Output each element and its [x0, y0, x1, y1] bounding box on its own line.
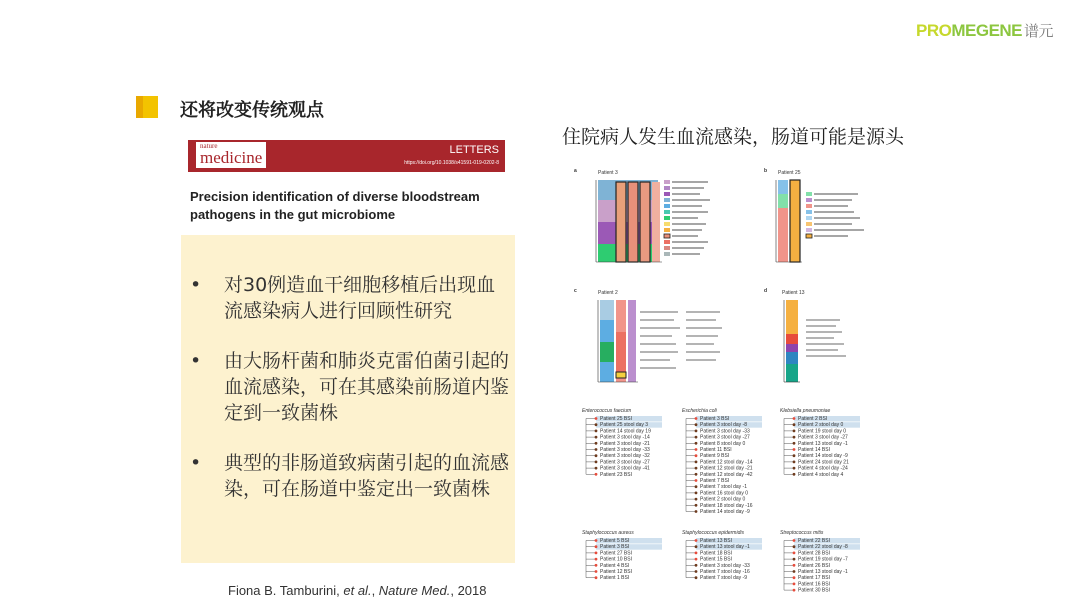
legend-swatch [664, 222, 670, 226]
tree-leaf-label: Patient 12 stool day -42 [700, 471, 753, 478]
legend-swatch [806, 204, 812, 208]
bullet-dot: • [190, 274, 202, 296]
tree-leaf-label: Patient 11 BSI [700, 447, 732, 453]
tree-leaf-label: Patient 16 stool day 0 [700, 490, 749, 497]
tree-leaf-node [595, 467, 598, 470]
tree-leaf-node [793, 552, 796, 555]
legend-swatch [806, 228, 812, 232]
tree-leaf-label: Patient 18 stool day -16 [700, 502, 753, 509]
legend-swatch [664, 240, 670, 244]
stack-segment [778, 180, 788, 194]
tree-leaf-label: Patient 3 stool day -33 [600, 447, 650, 453]
tree-leaf-label: Patient 2 BSI [798, 416, 828, 422]
stack-segment [600, 342, 614, 362]
tree-leaf-label: Patient 3 stool day -33 [700, 428, 750, 435]
legend-swatch [664, 228, 670, 232]
bullet-item: • 由大肠杆菌和肺炎克雷伯菌引起的血流感染，可在其感染前肠道内鉴定到一致菌株 [190, 350, 510, 424]
tree-leaf-node [793, 589, 796, 592]
tree-leaf-label: Patient 25 BSI [600, 416, 632, 422]
panel-a-bars [596, 180, 662, 262]
panel-letter-b: b [764, 168, 768, 174]
tree-leaf-node [695, 564, 698, 567]
tree-leaf-label: Patient 23 BSI [600, 471, 632, 478]
tree-leaf-label: Patient 22 stool day -8 [798, 544, 848, 551]
tree-leaf-label: Patient 13 stool day -1 [798, 569, 848, 575]
tree-leaf-node [595, 448, 598, 451]
bullet-item: • 对30例造血干细胞移植后出现血流感染病人进行回顾性研究 [190, 274, 496, 322]
tree-leaf-node [695, 436, 698, 439]
legend-swatch [806, 216, 812, 220]
legend-swatch [806, 210, 812, 214]
stack-segment [786, 352, 798, 364]
tree-leaf-node [595, 417, 598, 420]
tree-leaf-node [695, 454, 698, 457]
tree-leaf-label: Patient 2 stool day 0 [700, 496, 746, 503]
stack-segment [616, 332, 626, 372]
stack-segment [600, 300, 614, 320]
tree-leaf-label: Patient 13 stool day -1 [700, 544, 750, 551]
tree-leaf-label: Patient 3 stool day -32 [600, 453, 650, 460]
tree-leaf-label: Patient 3 stool day -8 [700, 422, 747, 429]
bullet-item: • 典型的非肠道致病菌引起的血流感染，可在肠道中鉴定出一致菌株 [190, 452, 510, 500]
bullet-dot: • [190, 452, 202, 474]
tree-leaf-label: Patient 4 BSI [600, 562, 630, 569]
tree-leaf-label: Patient 22 BSI [798, 538, 830, 544]
highlighted-bar [616, 372, 626, 378]
tree-leaf-label: Patient 14 stool day -9 [798, 453, 848, 460]
tree-leaf-label: Patient 12 stool day -21 [700, 465, 753, 472]
legend-swatch [806, 198, 812, 202]
tree-leaf-label: Patient 18 BSI [700, 550, 732, 557]
tree-leaf-label: Patient 24 stool day 21 [798, 459, 849, 466]
legend-swatch [664, 210, 670, 214]
tree-leaf-label: Patient 26 BSI [798, 562, 830, 569]
tree-leaf-label: Patient 19 stool day 0 [798, 428, 847, 435]
tree-leaf-label: Patient 8 stool day 0 [700, 440, 746, 447]
stack-segment [786, 334, 798, 344]
tree-leaf-label: Patient 12 BSI [600, 569, 632, 575]
stack-segment [778, 194, 788, 208]
tree-leaf-node [793, 430, 796, 433]
tree-leaf-node [793, 461, 796, 464]
tree-leaf-label: Patient 1 BSI [600, 575, 630, 582]
tree-leaf-node [695, 498, 698, 501]
tree-leaf-label: Patient 7 stool day -9 [700, 575, 747, 582]
tree-leaf-label: Patient 3 stool day -27 [798, 434, 848, 441]
tree-leaf-node [793, 423, 796, 426]
highlighted-bar [628, 182, 638, 262]
tree-leaf-node [695, 485, 698, 488]
tree-leaf-node [695, 467, 698, 470]
tree-leaf-node [793, 442, 796, 445]
journal-doi: https://doi.org/10.1038/s41591-019-0202-8 [404, 160, 499, 166]
tree-leaf-node [695, 558, 698, 561]
panel-a-title: Patient 3 [598, 170, 618, 176]
panel-letter-c: c [574, 288, 577, 294]
highlighted-bar [640, 182, 650, 262]
bullet-dot: • [190, 350, 202, 372]
tree-leaf-label: Patient 3 stool day -14 [600, 434, 650, 441]
tree-leaf-label: Patient 7 stool day -1 [700, 484, 747, 491]
tree-leaf-node [793, 448, 796, 451]
tree-leaf-node [793, 454, 796, 457]
legend-swatch [806, 222, 812, 226]
tree-leaf-node [695, 423, 698, 426]
tree-leaf-label: Patient 25 stool day 3 [600, 422, 649, 429]
tree-leaf-label: Patient 2 stool day 0 [798, 422, 844, 429]
tree-leaf-node [793, 576, 796, 579]
legend-swatch [664, 180, 670, 184]
tree-leaf-label: Patient 14 stool day 19 [600, 428, 651, 435]
tree-leaf-node [695, 576, 698, 579]
tree-leaf-node [793, 417, 796, 420]
tree-leaf-node [595, 461, 598, 464]
tree-title: Staphylococcus epidermidis [682, 530, 744, 536]
tree-leaf-label: Patient 28 BSI [798, 550, 830, 557]
tree-leaf-label: Patient 5 BSI [600, 538, 630, 544]
panel-d-title: Patient 13 [782, 290, 805, 296]
tree-leaf-node [793, 564, 796, 567]
legend-swatch [664, 216, 670, 220]
highlighted-bar [616, 182, 626, 262]
citation: Fiona B. Tamburini, et al., Nature Med., 2018 [228, 583, 487, 598]
tree-leaf-label: Patient 30 BSI [798, 587, 830, 594]
tree-leaf-node [793, 436, 796, 439]
tree-leaf-node [595, 570, 598, 573]
tree-title: Staphylococcus aureus [582, 530, 634, 536]
tree-leaf-label: Patient 15 BSI [700, 556, 732, 563]
legend-swatch [664, 186, 670, 190]
tree-leaf-node [695, 448, 698, 451]
journal-logo: nature medicine [196, 142, 266, 168]
legend-swatch [664, 252, 670, 256]
tree-leaf-node [595, 430, 598, 433]
panel-d-bars [784, 300, 846, 382]
tree-leaf-node [695, 552, 698, 555]
legend-swatch [664, 204, 670, 208]
tree-leaf-label: Patient 9 BSI [700, 453, 730, 460]
tree-leaf-node [595, 454, 598, 457]
tree-leaf-node [595, 473, 598, 476]
tree-title: Escherichia coli [682, 408, 717, 414]
tree-leaf-label: Patient 14 BSI [798, 447, 830, 453]
tree-leaf-label: Patient 3 BSI [700, 416, 730, 422]
legend-swatch [664, 246, 670, 250]
tree-leaf-label: Patient 3 stool day -27 [600, 459, 650, 466]
panel-b-bars [776, 180, 864, 262]
tree-leaf-label: Patient 7 stool day -16 [700, 569, 750, 575]
tree-leaf-label: Patient 3 stool day -21 [600, 440, 650, 447]
tree-leaf-node [595, 423, 598, 426]
tree-leaf-node [695, 510, 698, 513]
panel-letter-d: d [764, 288, 768, 294]
tree-leaf-node [695, 504, 698, 507]
tree-leaf-label: Patient 19 stool day -7 [798, 556, 848, 563]
paper-figure [568, 162, 873, 602]
tree-leaf-node [595, 576, 598, 579]
panel-a-legend [664, 180, 710, 256]
tree-leaf-label: Patient 27 BSI [600, 550, 632, 557]
slide-title: 还将改变传统观点 [180, 100, 324, 121]
tree-leaf-node [695, 442, 698, 445]
paper-title: Precision identification of diverse bloodstream pathogens in the gut microbiome [190, 189, 480, 222]
figure-subtitle: 住院病人发生血流感染，肠道可能是源头 [562, 126, 905, 148]
legend-swatch [664, 234, 670, 238]
tree-leaf-node [793, 558, 796, 561]
tree-title: Klebsiella pneumoniae [780, 408, 831, 414]
tree-leaf-node [595, 539, 598, 542]
phylogenetic-trees [582, 408, 860, 594]
tree-title: Enterococcus faecium [582, 408, 632, 414]
tree-leaf-node [695, 570, 698, 573]
tree-leaf-label: Patient 13 BSI [700, 538, 732, 544]
tree-leaf-node [695, 492, 698, 495]
promegene-logo: PROMEGENE 谱元 [916, 21, 1054, 40]
tree-leaf-node [695, 430, 698, 433]
tree-leaf-node [695, 479, 698, 482]
tree-leaf-node [793, 467, 796, 470]
tree-leaf-label: Patient 3 stool day -27 [700, 434, 750, 441]
panel-c-bars [598, 300, 722, 382]
tree-leaf-node [595, 545, 598, 548]
tree-leaf-label: Patient 7 BSI [700, 478, 730, 484]
tree-leaf-node [793, 570, 796, 573]
tree-leaf-label: Patient 4 stool day -24 [798, 465, 848, 472]
panel-b-title: Patient 25 [778, 170, 801, 176]
legend-swatch [664, 198, 670, 202]
tree-leaf-node [793, 473, 796, 476]
panel-letter-a: a [574, 168, 577, 174]
tree-leaf-label: Patient 3 BSI [600, 544, 630, 551]
journal-header [188, 140, 505, 172]
tree-leaf-label: Patient 3 stool day -33 [700, 562, 750, 569]
tree-leaf-node [793, 545, 796, 548]
tree-leaf-node [695, 417, 698, 420]
tree-leaf-label: Patient 17 BSI [798, 575, 830, 582]
tree-leaf-node [695, 473, 698, 476]
stack-segment [652, 182, 660, 262]
tree-leaf-node [595, 564, 598, 567]
tree-leaf-node [595, 442, 598, 445]
tree-leaf-node [793, 583, 796, 586]
legend-swatch [664, 192, 670, 196]
stack-segment [786, 344, 798, 352]
tree-leaf-node [695, 545, 698, 548]
tree-leaf-node [595, 552, 598, 555]
tree-leaf-label: Patient 14 stool day -9 [700, 509, 750, 515]
legend-swatch [806, 234, 812, 238]
stack-segment [786, 364, 798, 382]
tree-leaf-label: Patient 10 BSI [600, 556, 632, 563]
tree-leaf-node [695, 461, 698, 464]
tree-leaf-node [595, 436, 598, 439]
tree-leaf-label: Patient 16 BSI [798, 581, 830, 588]
highlighted-bar [790, 180, 800, 262]
tree-leaf-node [595, 558, 598, 561]
tree-leaf-label: Patient 12 stool day -14 [700, 459, 753, 466]
tree-leaf-node [695, 539, 698, 542]
journal-section: LETTERS [449, 144, 499, 156]
legend-swatch [806, 192, 812, 196]
title-accent-stripe [136, 96, 143, 118]
tree-leaf-node [793, 539, 796, 542]
panel-c-title: Patient 2 [598, 290, 618, 296]
stack-segment [628, 300, 636, 382]
tree-leaf-label: Patient 4 stool day 4 [798, 471, 844, 478]
tree-title: Streptococcus mitis [780, 530, 824, 536]
tree-leaf-label: Patient 13 stool day -1 [798, 440, 848, 447]
tree-leaf-label: Patient 3 stool day -41 [600, 465, 650, 472]
